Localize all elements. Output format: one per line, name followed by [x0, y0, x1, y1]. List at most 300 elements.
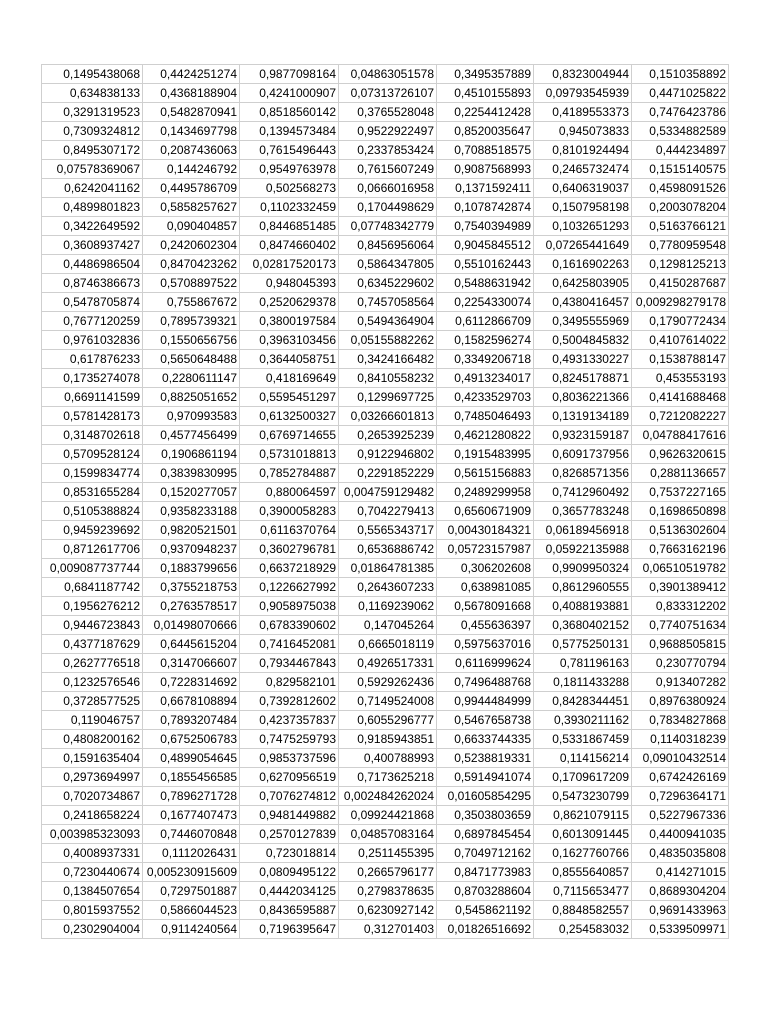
table-cell[interactable]: 0,7149524008: [339, 692, 437, 711]
table-cell[interactable]: 0,723018814: [240, 844, 339, 863]
table-cell[interactable]: 0,8245178871: [534, 369, 632, 388]
table-cell[interactable]: 0,3900058283: [240, 502, 339, 521]
table-cell[interactable]: 0,6230927142: [339, 901, 437, 920]
table-cell[interactable]: 0,8446851485: [240, 217, 339, 236]
table-cell[interactable]: 0,8621079115: [534, 806, 632, 825]
table-cell[interactable]: 0,7457058564: [339, 293, 437, 312]
table-cell[interactable]: 0,01498070666: [143, 616, 240, 635]
table-cell[interactable]: 0,9185943851: [339, 730, 437, 749]
table-cell[interactable]: 0,09010432514: [632, 749, 729, 768]
table-cell[interactable]: 0,09924421868: [339, 806, 437, 825]
table-cell[interactable]: 0,04863051578: [339, 65, 437, 84]
table-cell[interactable]: 0,2763578517: [143, 597, 240, 616]
table-cell[interactable]: 0,1582596274: [437, 331, 534, 350]
table-cell[interactable]: 0,9909950324: [534, 559, 632, 578]
table-cell[interactable]: 0,1112026431: [143, 844, 240, 863]
table-cell[interactable]: 0,7663162196: [632, 540, 729, 559]
table-cell[interactable]: 0,948045393: [240, 274, 339, 293]
table-cell[interactable]: 0,5458621192: [437, 901, 534, 920]
table-cell[interactable]: 0,2520629378: [240, 293, 339, 312]
table-cell[interactable]: 0,9358233188: [143, 502, 240, 521]
table-cell[interactable]: 0,781196163: [534, 654, 632, 673]
table-cell[interactable]: 0,003985323093: [42, 825, 143, 844]
table-cell[interactable]: 0,3503803659: [437, 806, 534, 825]
table-cell[interactable]: 0,6345229602: [339, 274, 437, 293]
table-cell[interactable]: 0,1709617209: [534, 768, 632, 787]
table-cell[interactable]: 0,444234897: [632, 141, 729, 160]
table-cell[interactable]: 0,7852784887: [240, 464, 339, 483]
table-cell[interactable]: 0,4377187629: [42, 635, 143, 654]
table-cell[interactable]: 0,4835035808: [632, 844, 729, 863]
table-cell[interactable]: 0,009087737744: [42, 559, 143, 578]
table-cell[interactable]: 0,5494364904: [339, 312, 437, 331]
table-cell[interactable]: 0,1507958198: [534, 198, 632, 217]
table-cell[interactable]: 0,4141688468: [632, 388, 729, 407]
table-cell[interactable]: 0,2087436063: [143, 141, 240, 160]
table-cell[interactable]: 0,9045845512: [437, 236, 534, 255]
table-cell[interactable]: 0,5731018813: [240, 445, 339, 464]
table-cell[interactable]: 0,634838133: [42, 84, 143, 103]
table-cell[interactable]: 0,7446070848: [143, 825, 240, 844]
table-cell[interactable]: 0,7173625218: [339, 768, 437, 787]
table-cell[interactable]: 0,945073833: [534, 122, 632, 141]
table-cell[interactable]: 0,1032651293: [534, 217, 632, 236]
table-cell[interactable]: 0,6445615204: [143, 635, 240, 654]
table-cell[interactable]: 0,7834827868: [632, 711, 729, 730]
table-cell[interactable]: 0,3147066607: [143, 654, 240, 673]
table-cell[interactable]: 0,7212082227: [632, 407, 729, 426]
table-cell[interactable]: 0,5478705874: [42, 293, 143, 312]
table-cell[interactable]: 0,1226627992: [240, 578, 339, 597]
table-cell[interactable]: 0,4380416457: [534, 293, 632, 312]
table-cell[interactable]: 0,7893207484: [143, 711, 240, 730]
table-cell[interactable]: 0,02817520173: [240, 255, 339, 274]
table-cell[interactable]: 0,05155882262: [339, 331, 437, 350]
table-cell[interactable]: 0,4233529703: [437, 388, 534, 407]
table-cell[interactable]: 0,7540394989: [437, 217, 534, 236]
table-cell[interactable]: 0,04788417616: [632, 426, 729, 445]
table-cell[interactable]: 0,7088518575: [437, 141, 534, 160]
table-cell[interactable]: 0,5004845832: [534, 331, 632, 350]
table-cell[interactable]: 0,6742426169: [632, 768, 729, 787]
table-cell[interactable]: 0,7934467843: [240, 654, 339, 673]
table-cell[interactable]: 0,1790772434: [632, 312, 729, 331]
table-cell[interactable]: 0,1735274078: [42, 369, 143, 388]
table-cell[interactable]: 0,1883799656: [143, 559, 240, 578]
table-cell[interactable]: 0,07265441649: [534, 236, 632, 255]
table-cell[interactable]: 0,7230440674: [42, 863, 143, 882]
table-cell[interactable]: 0,7475259793: [240, 730, 339, 749]
table-cell[interactable]: 0,8036221366: [534, 388, 632, 407]
table-cell[interactable]: 0,4621280822: [437, 426, 534, 445]
table-cell[interactable]: 0,1520277057: [143, 483, 240, 502]
table-cell[interactable]: 0,6116999624: [437, 654, 534, 673]
table-cell[interactable]: 0,1434697798: [143, 122, 240, 141]
table-cell[interactable]: 0,8531655284: [42, 483, 143, 502]
table-cell[interactable]: 0,1855456585: [143, 768, 240, 787]
table-cell[interactable]: 0,1495438068: [42, 65, 143, 84]
table-cell[interactable]: 0,1384507654: [42, 882, 143, 901]
table-cell[interactable]: 0,9122946802: [339, 445, 437, 464]
table-cell[interactable]: 0,7020734867: [42, 787, 143, 806]
table-cell[interactable]: 0,5331867459: [534, 730, 632, 749]
table-cell[interactable]: 0,6665018119: [339, 635, 437, 654]
table-cell[interactable]: 0,2881136657: [632, 464, 729, 483]
table-cell[interactable]: 0,9370948237: [143, 540, 240, 559]
table-cell[interactable]: 0,06189456918: [534, 521, 632, 540]
table-cell[interactable]: 0,2254412428: [437, 103, 534, 122]
table-cell[interactable]: 0,3901389412: [632, 578, 729, 597]
table-cell[interactable]: 0,9549763978: [240, 160, 339, 179]
table-cell[interactable]: 0,617876233: [42, 350, 143, 369]
table-cell[interactable]: 0,6013091445: [534, 825, 632, 844]
table-cell[interactable]: 0,6897845454: [437, 825, 534, 844]
table-cell[interactable]: 0,0666016958: [339, 179, 437, 198]
table-cell[interactable]: 0,4424251274: [143, 65, 240, 84]
table-cell[interactable]: 0,7115653477: [534, 882, 632, 901]
table-cell[interactable]: 0,09793545939: [534, 84, 632, 103]
table-cell[interactable]: 0,230770794: [632, 654, 729, 673]
table-cell[interactable]: 0,6116370764: [240, 521, 339, 540]
table-cell[interactable]: 0,3963103456: [240, 331, 339, 350]
table-cell[interactable]: 0,4150287687: [632, 274, 729, 293]
table-cell[interactable]: 0,7895739321: [143, 312, 240, 331]
table-cell[interactable]: 0,5473230799: [534, 787, 632, 806]
table-cell[interactable]: 0,4577456499: [143, 426, 240, 445]
table-cell[interactable]: 0,400788993: [339, 749, 437, 768]
table-cell[interactable]: 0,3839830995: [143, 464, 240, 483]
table-cell[interactable]: 0,3422649592: [42, 217, 143, 236]
table-cell[interactable]: 0,00430184321: [437, 521, 534, 540]
table-cell[interactable]: 0,9691433963: [632, 901, 729, 920]
table-cell[interactable]: 0,07313726107: [339, 84, 437, 103]
table-cell[interactable]: 0,1906861194: [143, 445, 240, 464]
table-cell[interactable]: 0,5482870941: [143, 103, 240, 122]
table-cell[interactable]: 0,5708897522: [143, 274, 240, 293]
table-cell[interactable]: 0,5488631942: [437, 274, 534, 293]
table-cell[interactable]: 0,9761032836: [42, 331, 143, 350]
table-cell[interactable]: 0,306202608: [437, 559, 534, 578]
table-cell[interactable]: 0,03266601813: [339, 407, 437, 426]
table-cell[interactable]: 0,2627776518: [42, 654, 143, 673]
table-cell[interactable]: 0,1627760766: [534, 844, 632, 863]
table-cell[interactable]: 0,455636397: [437, 616, 534, 635]
table-cell[interactable]: 0,4913234017: [437, 369, 534, 388]
table-cell[interactable]: 0,1371592411: [437, 179, 534, 198]
table-cell[interactable]: 0,4189553373: [534, 103, 632, 122]
table-cell[interactable]: 0,4471025822: [632, 84, 729, 103]
table-cell[interactable]: 0,3608937427: [42, 236, 143, 255]
table-cell[interactable]: 0,05922135988: [534, 540, 632, 559]
table-cell[interactable]: 0,3680402152: [534, 616, 632, 635]
table-cell[interactable]: 0,01605854295: [437, 787, 534, 806]
table-cell[interactable]: 0,5678091668: [437, 597, 534, 616]
table-cell[interactable]: 0,8410558232: [339, 369, 437, 388]
table-cell[interactable]: 0,2653925239: [339, 426, 437, 445]
table-cell[interactable]: 0,1550656756: [143, 331, 240, 350]
table-cell[interactable]: 0,004759129482: [339, 483, 437, 502]
table-cell[interactable]: 0,4107614022: [632, 331, 729, 350]
table-cell[interactable]: 0,1299697725: [339, 388, 437, 407]
table-cell[interactable]: 0,312701403: [339, 920, 437, 939]
table-cell[interactable]: 0,3657783248: [534, 502, 632, 521]
table-cell[interactable]: 0,4400941035: [632, 825, 729, 844]
table-cell[interactable]: 0,4442034125: [240, 882, 339, 901]
table-cell[interactable]: 0,5339509971: [632, 920, 729, 939]
table-cell[interactable]: 0,5864347805: [339, 255, 437, 274]
table-cell[interactable]: 0,2570127839: [240, 825, 339, 844]
table-cell[interactable]: 0,8976380924: [632, 692, 729, 711]
table-cell[interactable]: 0,6752506783: [143, 730, 240, 749]
table-cell[interactable]: 0,7615496443: [240, 141, 339, 160]
table-cell[interactable]: 0,3291319523: [42, 103, 143, 122]
table-cell[interactable]: 0,7042279413: [339, 502, 437, 521]
table-cell[interactable]: 0,970993583: [143, 407, 240, 426]
table-cell[interactable]: 0,2420602304: [143, 236, 240, 255]
table-cell[interactable]: 0,3602796781: [240, 540, 339, 559]
table-cell[interactable]: 0,06510519782: [632, 559, 729, 578]
table-cell[interactable]: 0,7076274812: [240, 787, 339, 806]
table-cell[interactable]: 0,1140318239: [632, 730, 729, 749]
table-cell[interactable]: 0,9944484999: [437, 692, 534, 711]
table-cell[interactable]: 0,4486986504: [42, 255, 143, 274]
table-cell[interactable]: 0,144246792: [143, 160, 240, 179]
table-cell[interactable]: 0,9820521501: [143, 521, 240, 540]
table-cell[interactable]: 0,090404857: [143, 217, 240, 236]
table-cell[interactable]: 0,5709528124: [42, 445, 143, 464]
table-cell[interactable]: 0,8470423262: [143, 255, 240, 274]
table-cell[interactable]: 0,7476423786: [632, 103, 729, 122]
table-cell[interactable]: 0,502568273: [240, 179, 339, 198]
table-cell[interactable]: 0,0809495122: [240, 863, 339, 882]
table-cell[interactable]: 0,04857083164: [339, 825, 437, 844]
table-cell[interactable]: 0,4899801823: [42, 198, 143, 217]
table-cell[interactable]: 0,453553193: [632, 369, 729, 388]
table-cell[interactable]: 0,3755218753: [143, 578, 240, 597]
table-cell[interactable]: 0,1515140575: [632, 160, 729, 179]
table-cell[interactable]: 0,9087568993: [437, 160, 534, 179]
table-cell[interactable]: 0,5975637016: [437, 635, 534, 654]
table-cell[interactable]: 0,5510162443: [437, 255, 534, 274]
table-cell[interactable]: 0,5781428173: [42, 407, 143, 426]
table-cell[interactable]: 0,2337853424: [339, 141, 437, 160]
table-cell[interactable]: 0,1956276212: [42, 597, 143, 616]
table-cell[interactable]: 0,4237357837: [240, 711, 339, 730]
table-cell[interactable]: 0,7537227165: [632, 483, 729, 502]
table-cell[interactable]: 0,7615607249: [339, 160, 437, 179]
table-cell[interactable]: 0,638981085: [437, 578, 534, 597]
table-cell[interactable]: 0,119046757: [42, 711, 143, 730]
table-cell[interactable]: 0,8495307172: [42, 141, 143, 160]
table-cell[interactable]: 0,5929262436: [339, 673, 437, 692]
table-cell[interactable]: 0,8746386673: [42, 274, 143, 293]
table-cell[interactable]: 0,833312202: [632, 597, 729, 616]
table-cell[interactable]: 0,8518560142: [240, 103, 339, 122]
table-cell[interactable]: 0,414271015: [632, 863, 729, 882]
table-cell[interactable]: 0,8848582557: [534, 901, 632, 920]
table-cell[interactable]: 0,1599834774: [42, 464, 143, 483]
table-cell[interactable]: 0,8712617706: [42, 540, 143, 559]
table-cell[interactable]: 0,2465732474: [534, 160, 632, 179]
table-cell[interactable]: 0,2798378635: [339, 882, 437, 901]
table-cell[interactable]: 0,1232576546: [42, 673, 143, 692]
table-cell[interactable]: 0,4899054645: [143, 749, 240, 768]
table-cell[interactable]: 0,5650648488: [143, 350, 240, 369]
table-cell[interactable]: 0,4598091526: [632, 179, 729, 198]
table-cell[interactable]: 0,9522922497: [339, 122, 437, 141]
table-cell[interactable]: 0,8456956064: [339, 236, 437, 255]
table-cell[interactable]: 0,4495786709: [143, 179, 240, 198]
table-cell[interactable]: 0,1698650898: [632, 502, 729, 521]
table-cell[interactable]: 0,1102332459: [240, 198, 339, 217]
table-cell[interactable]: 0,8612960555: [534, 578, 632, 597]
table-cell[interactable]: 0,9114240564: [143, 920, 240, 939]
table-cell[interactable]: 0,6406319037: [534, 179, 632, 198]
table-cell[interactable]: 0,9626320615: [632, 445, 729, 464]
table-cell[interactable]: 0,1704498629: [339, 198, 437, 217]
table-cell[interactable]: 0,3424166482: [339, 350, 437, 369]
table-cell[interactable]: 0,5775250131: [534, 635, 632, 654]
table-cell[interactable]: 0,6560671909: [437, 502, 534, 521]
table-cell[interactable]: 0,7412960492: [534, 483, 632, 502]
table-cell[interactable]: 0,6132500327: [240, 407, 339, 426]
table-cell[interactable]: 0,7780959548: [632, 236, 729, 255]
table-cell[interactable]: 0,3728577525: [42, 692, 143, 711]
table-cell[interactable]: 0,4926517331: [339, 654, 437, 673]
table-cell[interactable]: 0,114156214: [534, 749, 632, 768]
table-cell[interactable]: 0,7677120259: [42, 312, 143, 331]
table-cell[interactable]: 0,1677407473: [143, 806, 240, 825]
table-cell[interactable]: 0,8268571356: [534, 464, 632, 483]
table-cell[interactable]: 0,829582101: [240, 673, 339, 692]
table-cell[interactable]: 0,6678108894: [143, 692, 240, 711]
table-cell[interactable]: 0,2254330074: [437, 293, 534, 312]
table-cell[interactable]: 0,5334882589: [632, 122, 729, 141]
table-cell[interactable]: 0,1811433288: [534, 673, 632, 692]
table-cell[interactable]: 0,9459239692: [42, 521, 143, 540]
table-cell[interactable]: 0,4931330227: [534, 350, 632, 369]
table-cell[interactable]: 0,7740751634: [632, 616, 729, 635]
table-cell[interactable]: 0,01864781385: [339, 559, 437, 578]
table-cell[interactable]: 0,5615156883: [437, 464, 534, 483]
table-cell[interactable]: 0,755867672: [143, 293, 240, 312]
table-cell[interactable]: 0,1510358892: [632, 65, 729, 84]
table-cell[interactable]: 0,6841187742: [42, 578, 143, 597]
table-cell[interactable]: 0,009298279178: [632, 293, 729, 312]
table-cell[interactable]: 0,7485046493: [437, 407, 534, 426]
table-cell[interactable]: 0,1298125213: [632, 255, 729, 274]
table-cell[interactable]: 0,3495357889: [437, 65, 534, 84]
table-cell[interactable]: 0,3349206718: [437, 350, 534, 369]
table-cell[interactable]: 0,6091737956: [534, 445, 632, 464]
table-cell[interactable]: 0,6112866709: [437, 312, 534, 331]
table-cell[interactable]: 0,7228314692: [143, 673, 240, 692]
table-cell[interactable]: 0,1616902263: [534, 255, 632, 274]
table-cell[interactable]: 0,8323004944: [534, 65, 632, 84]
table-cell[interactable]: 0,7196395647: [240, 920, 339, 939]
table-cell[interactable]: 0,9877098164: [240, 65, 339, 84]
table-cell[interactable]: 0,147045264: [339, 616, 437, 635]
table-cell[interactable]: 0,1394573484: [240, 122, 339, 141]
table-cell[interactable]: 0,7896271728: [143, 787, 240, 806]
table-cell[interactable]: 0,3148702618: [42, 426, 143, 445]
table-cell[interactable]: 0,7297501887: [143, 882, 240, 901]
table-cell[interactable]: 0,01826516692: [437, 920, 534, 939]
table-cell[interactable]: 0,6425803905: [534, 274, 632, 293]
table-cell[interactable]: 0,6691141599: [42, 388, 143, 407]
table-cell[interactable]: 0,8101924494: [534, 141, 632, 160]
table-cell[interactable]: 0,2418658224: [42, 806, 143, 825]
table-cell[interactable]: 0,880064597: [240, 483, 339, 502]
table-cell[interactable]: 0,7309324812: [42, 122, 143, 141]
table-cell[interactable]: 0,1078742874: [437, 198, 534, 217]
table-cell[interactable]: 0,5105388824: [42, 502, 143, 521]
table-cell[interactable]: 0,9323159187: [534, 426, 632, 445]
table-cell[interactable]: 0,2665796177: [339, 863, 437, 882]
table-cell[interactable]: 0,5565343717: [339, 521, 437, 540]
table-cell[interactable]: 0,9688505815: [632, 635, 729, 654]
table-cell[interactable]: 0,3800197584: [240, 312, 339, 331]
table-cell[interactable]: 0,4510155893: [437, 84, 534, 103]
table-cell[interactable]: 0,9481449882: [240, 806, 339, 825]
table-cell[interactable]: 0,3495555969: [534, 312, 632, 331]
table-cell[interactable]: 0,2280611147: [143, 369, 240, 388]
table-cell[interactable]: 0,9058975038: [240, 597, 339, 616]
table-cell[interactable]: 0,9446723843: [42, 616, 143, 635]
table-cell[interactable]: 0,8825051652: [143, 388, 240, 407]
table-cell[interactable]: 0,1169239062: [339, 597, 437, 616]
table-cell[interactable]: 0,07578369067: [42, 160, 143, 179]
table-cell[interactable]: 0,2643607233: [339, 578, 437, 597]
table-cell[interactable]: 0,5467658738: [437, 711, 534, 730]
table-cell[interactable]: 0,5163766121: [632, 217, 729, 236]
table-cell[interactable]: 0,4808200162: [42, 730, 143, 749]
table-cell[interactable]: 0,5858257627: [143, 198, 240, 217]
table-cell[interactable]: 0,5866044523: [143, 901, 240, 920]
table-cell[interactable]: 0,2302904004: [42, 920, 143, 939]
table-cell[interactable]: 0,07748342779: [339, 217, 437, 236]
table-cell[interactable]: 0,4008937331: [42, 844, 143, 863]
table-cell[interactable]: 0,5914941074: [437, 768, 534, 787]
table-cell[interactable]: 0,2973694997: [42, 768, 143, 787]
table-cell[interactable]: 0,4088193881: [534, 597, 632, 616]
table-cell[interactable]: 0,1915483995: [437, 445, 534, 464]
table-cell[interactable]: 0,6536886742: [339, 540, 437, 559]
table-cell[interactable]: 0,6633744335: [437, 730, 534, 749]
table-cell[interactable]: 0,8474660402: [240, 236, 339, 255]
table-cell[interactable]: 0,8555640857: [534, 863, 632, 882]
table-cell[interactable]: 0,7496488768: [437, 673, 534, 692]
table-cell[interactable]: 0,7416452081: [240, 635, 339, 654]
table-cell[interactable]: 0,7049712162: [437, 844, 534, 863]
table-cell[interactable]: 0,8689304204: [632, 882, 729, 901]
table-cell[interactable]: 0,6783390602: [240, 616, 339, 635]
table-cell[interactable]: 0,4368188904: [143, 84, 240, 103]
table-cell[interactable]: 0,9853737596: [240, 749, 339, 768]
table-cell[interactable]: 0,254583032: [534, 920, 632, 939]
table-cell[interactable]: 0,6055296777: [339, 711, 437, 730]
table-cell[interactable]: 0,2511455395: [339, 844, 437, 863]
table-cell[interactable]: 0,3930211162: [534, 711, 632, 730]
table-cell[interactable]: 0,7392812602: [240, 692, 339, 711]
table-cell[interactable]: 0,7296364171: [632, 787, 729, 806]
table-cell[interactable]: 0,6242041162: [42, 179, 143, 198]
table-cell[interactable]: 0,8428344451: [534, 692, 632, 711]
table-cell[interactable]: 0,8471773983: [437, 863, 534, 882]
table-cell[interactable]: 0,2003078204: [632, 198, 729, 217]
table-cell[interactable]: 0,3765528048: [339, 103, 437, 122]
table-cell[interactable]: 0,5227967336: [632, 806, 729, 825]
